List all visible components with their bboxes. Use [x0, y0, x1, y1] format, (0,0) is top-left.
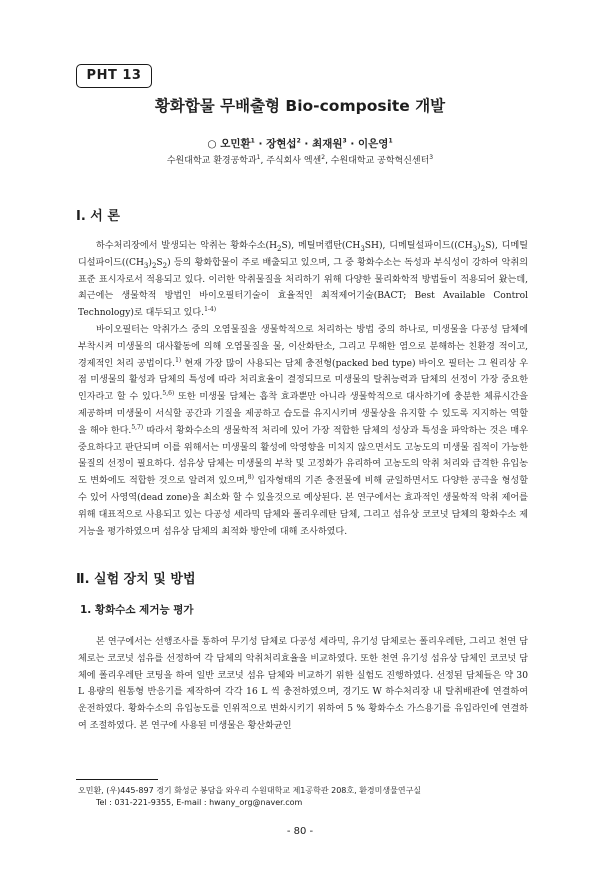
text-run: S), 디메틸디설파이드((CH	[78, 241, 529, 268]
author-affil-mark: 3	[342, 137, 347, 145]
text-run: SH), 디메틸설파이드((CH	[364, 241, 473, 251]
affiliation: , 수원대학교 공학혁신센터	[325, 156, 430, 166]
citation-ref: 8)	[247, 474, 254, 482]
text-run: S	[156, 257, 163, 268]
text-run: S), 메틸머캡탄(CH	[281, 241, 361, 251]
text-run: 또한 미생물 담체는 흡착 효과뿐만 아니라 생물학적으로 대사하기에 충분한 체류시간을 제공하며 미생물이 서식할 공간과 기질을 제공하고 습도를 유지시키며 생물상을 유지할 수 있도록 지지하는 역할을 해야 한다.	[78, 392, 528, 436]
subscript: 2	[277, 244, 282, 253]
subscript: 3	[143, 261, 149, 270]
affiliation-list	[0, 153, 600, 166]
subscript: 3	[360, 244, 365, 253]
subscript: 3	[472, 244, 478, 253]
footnote-contact: Tel : 031-221-9355, E-mail : hwany_org@naver.com	[96, 798, 303, 807]
author-separator: ·	[346, 138, 358, 150]
citation-ref: 1-4)	[204, 306, 217, 314]
author-name: 최재원	[312, 138, 343, 150]
subscript: 2	[162, 261, 168, 270]
affiliation-mark: 2	[321, 154, 326, 161]
author-name: 오민환	[220, 138, 251, 150]
footnote-divider	[76, 779, 158, 780]
paper-title: 황화합물 무배출형 Bio-composite 개발	[154, 97, 446, 115]
intro-paragraph-2	[78, 322, 528, 540]
text-run: 입자형태의 기존 충전물에 비해 균일하면서도 다양한 공극을 형성할 수 있어 사영역(dead zone)을 최소화 할 수 있을것으로 예상된다. 본 연구에서는 효과적인 생물학적 악취 제어를 위해 대표적으로 사용되고 있는 다공성 세라믹 담체와 폴리우레탄 담체, 그리고 섬유상 코코넛 담체의 황화수소 제거능을 평가하였으며 섬유상 담체의 최적화 방안에 대해 조사하였다.	[78, 476, 528, 537]
subscript: 2	[151, 261, 157, 270]
text-run: )	[148, 257, 152, 268]
text-run: ) 등의 황화합물이 주로 배출되고 있으며, 그 중 황화수소는 독성과 부식성이 강하여 악취의 표준 표시자로서 적용되고 있다. 이러한 악취물질을 처리하기 위해 다양한 물리화학적 방법들이 적용되어 왔는데, 최근에는 생물학적 방법인 바이오필터기술이 효율적인 최적제어기술(BACT; Best Available Control Technology)로 대두되고 있다.	[78, 257, 528, 319]
session-tag: PHT 13	[76, 64, 152, 88]
author-list	[0, 136, 600, 151]
subsection-heading: 1. 황화수소 제거능 평가	[80, 604, 194, 616]
affiliation-mark: 3	[429, 154, 434, 161]
author-affil-mark: 1	[388, 137, 393, 145]
page-number: - 80 -	[286, 826, 314, 837]
author-affil-mark: 2	[296, 137, 301, 145]
footnote-address: 오민환, (우)445-897 경기 화성군 봉담읍 와우리 수원대학교 제1공학관 208호, 환경미생물연구실	[78, 786, 422, 795]
methods-paragraph-1: 본 연구에서는 선행조사를 통하여 무기성 담체로 다공성 세라믹, 유기성 담체로는 폴리우레탄, 그리고 천연 담체로는 코코넛 섬유를 선정하여 각 담체의 악취처리효율을 비교하였다. 또한 천연 유기성 섬유상 담체인 코코넛 담체에 폴리우레탄 코팅을 하여 일반 코코넛 섬유 담체와 비교하기 위한 실험도 진행하였다. 선정된 담체들은 약 30 L 용량의 원통형 반응기를 제작하여 각각 16 L 씩 충전하였으며, 경기도 W 하수처리장 내 탈취배관에 연결하여 운전하였다. 황화수소의 유입농도를 인위적으로 변화시키기 위하여 5 % 황화수소 가스용기를 유입라인에 연결하여 조절하였다. 본 연구에 사용된 미생물은 황산화균인	[78, 637, 528, 731]
text-run: 따라서 황화수소의 생물학적 처리에 있어 가장 적합한 담체의 성상과 특성을 파악하는 것은 매우 중요하다고 판단되며 이를 위해서는 미생물의 활성에 악영향을 미치지 않으면서도 고농도의 미생물 집적이 가능한 물질의 선정이 필요하다. 섬유상 담체는 미생물의 부착 및 고정화가 유리하여 고농도의 악취 처리와 급격한 유입농도 변화에도 적합한 것으로 알려져 있으며,	[78, 425, 528, 487]
author-separator: ·	[254, 138, 267, 150]
author-separator: ·	[300, 138, 313, 150]
affiliation-mark: 1	[256, 154, 261, 161]
affiliation: , 주식회사 엑센	[260, 156, 322, 166]
citation-ref: 5,7)	[131, 423, 144, 431]
author-affil-mark: 1	[250, 137, 255, 145]
text-run: 바이오필터는 악취가스 중의 오염물질을 생물학적으로 처리하는 방법 중의 하나로, 미생물을 다공성 담체에 부착시켜 미생물의 대사활동에 의해 오염물질을 물, 이산화탄소, 그리고 무해한 염으로 분해하는 친환경 적이고, 경제적인 처리 공법이다.	[78, 325, 528, 369]
citation-ref: 5,6)	[162, 390, 175, 398]
text-run: )	[477, 241, 481, 251]
section-heading-introduction: Ⅰ. 서 론	[76, 209, 120, 224]
affiliation: 수원대학교 환경공학과	[166, 156, 257, 166]
author-prefix: ○	[207, 138, 221, 150]
section-heading-methods: Ⅱ. 실험 장치 및 방법	[76, 572, 196, 587]
text-run: 하수처리장에서 발생되는 악취는 황화수소(H	[96, 241, 278, 251]
author-name: 장현섭	[266, 138, 297, 150]
intro-paragraph-1	[78, 238, 528, 322]
subscript: 2	[480, 244, 486, 253]
text-run: 현재 가장 많이 사용되는 담체 충전형(packed bed type) 바이오 필터는 그 원리상 우점 미생물의 활성과 담체의 특성에 따라 처리효율이 결정되므로 미생물의 탈취능력과 담체의 선정이 가장 중요한 인자라고 할 수 있다.	[78, 358, 528, 403]
author-name: 이은영	[358, 138, 389, 150]
citation-ref: 1)	[175, 356, 182, 364]
